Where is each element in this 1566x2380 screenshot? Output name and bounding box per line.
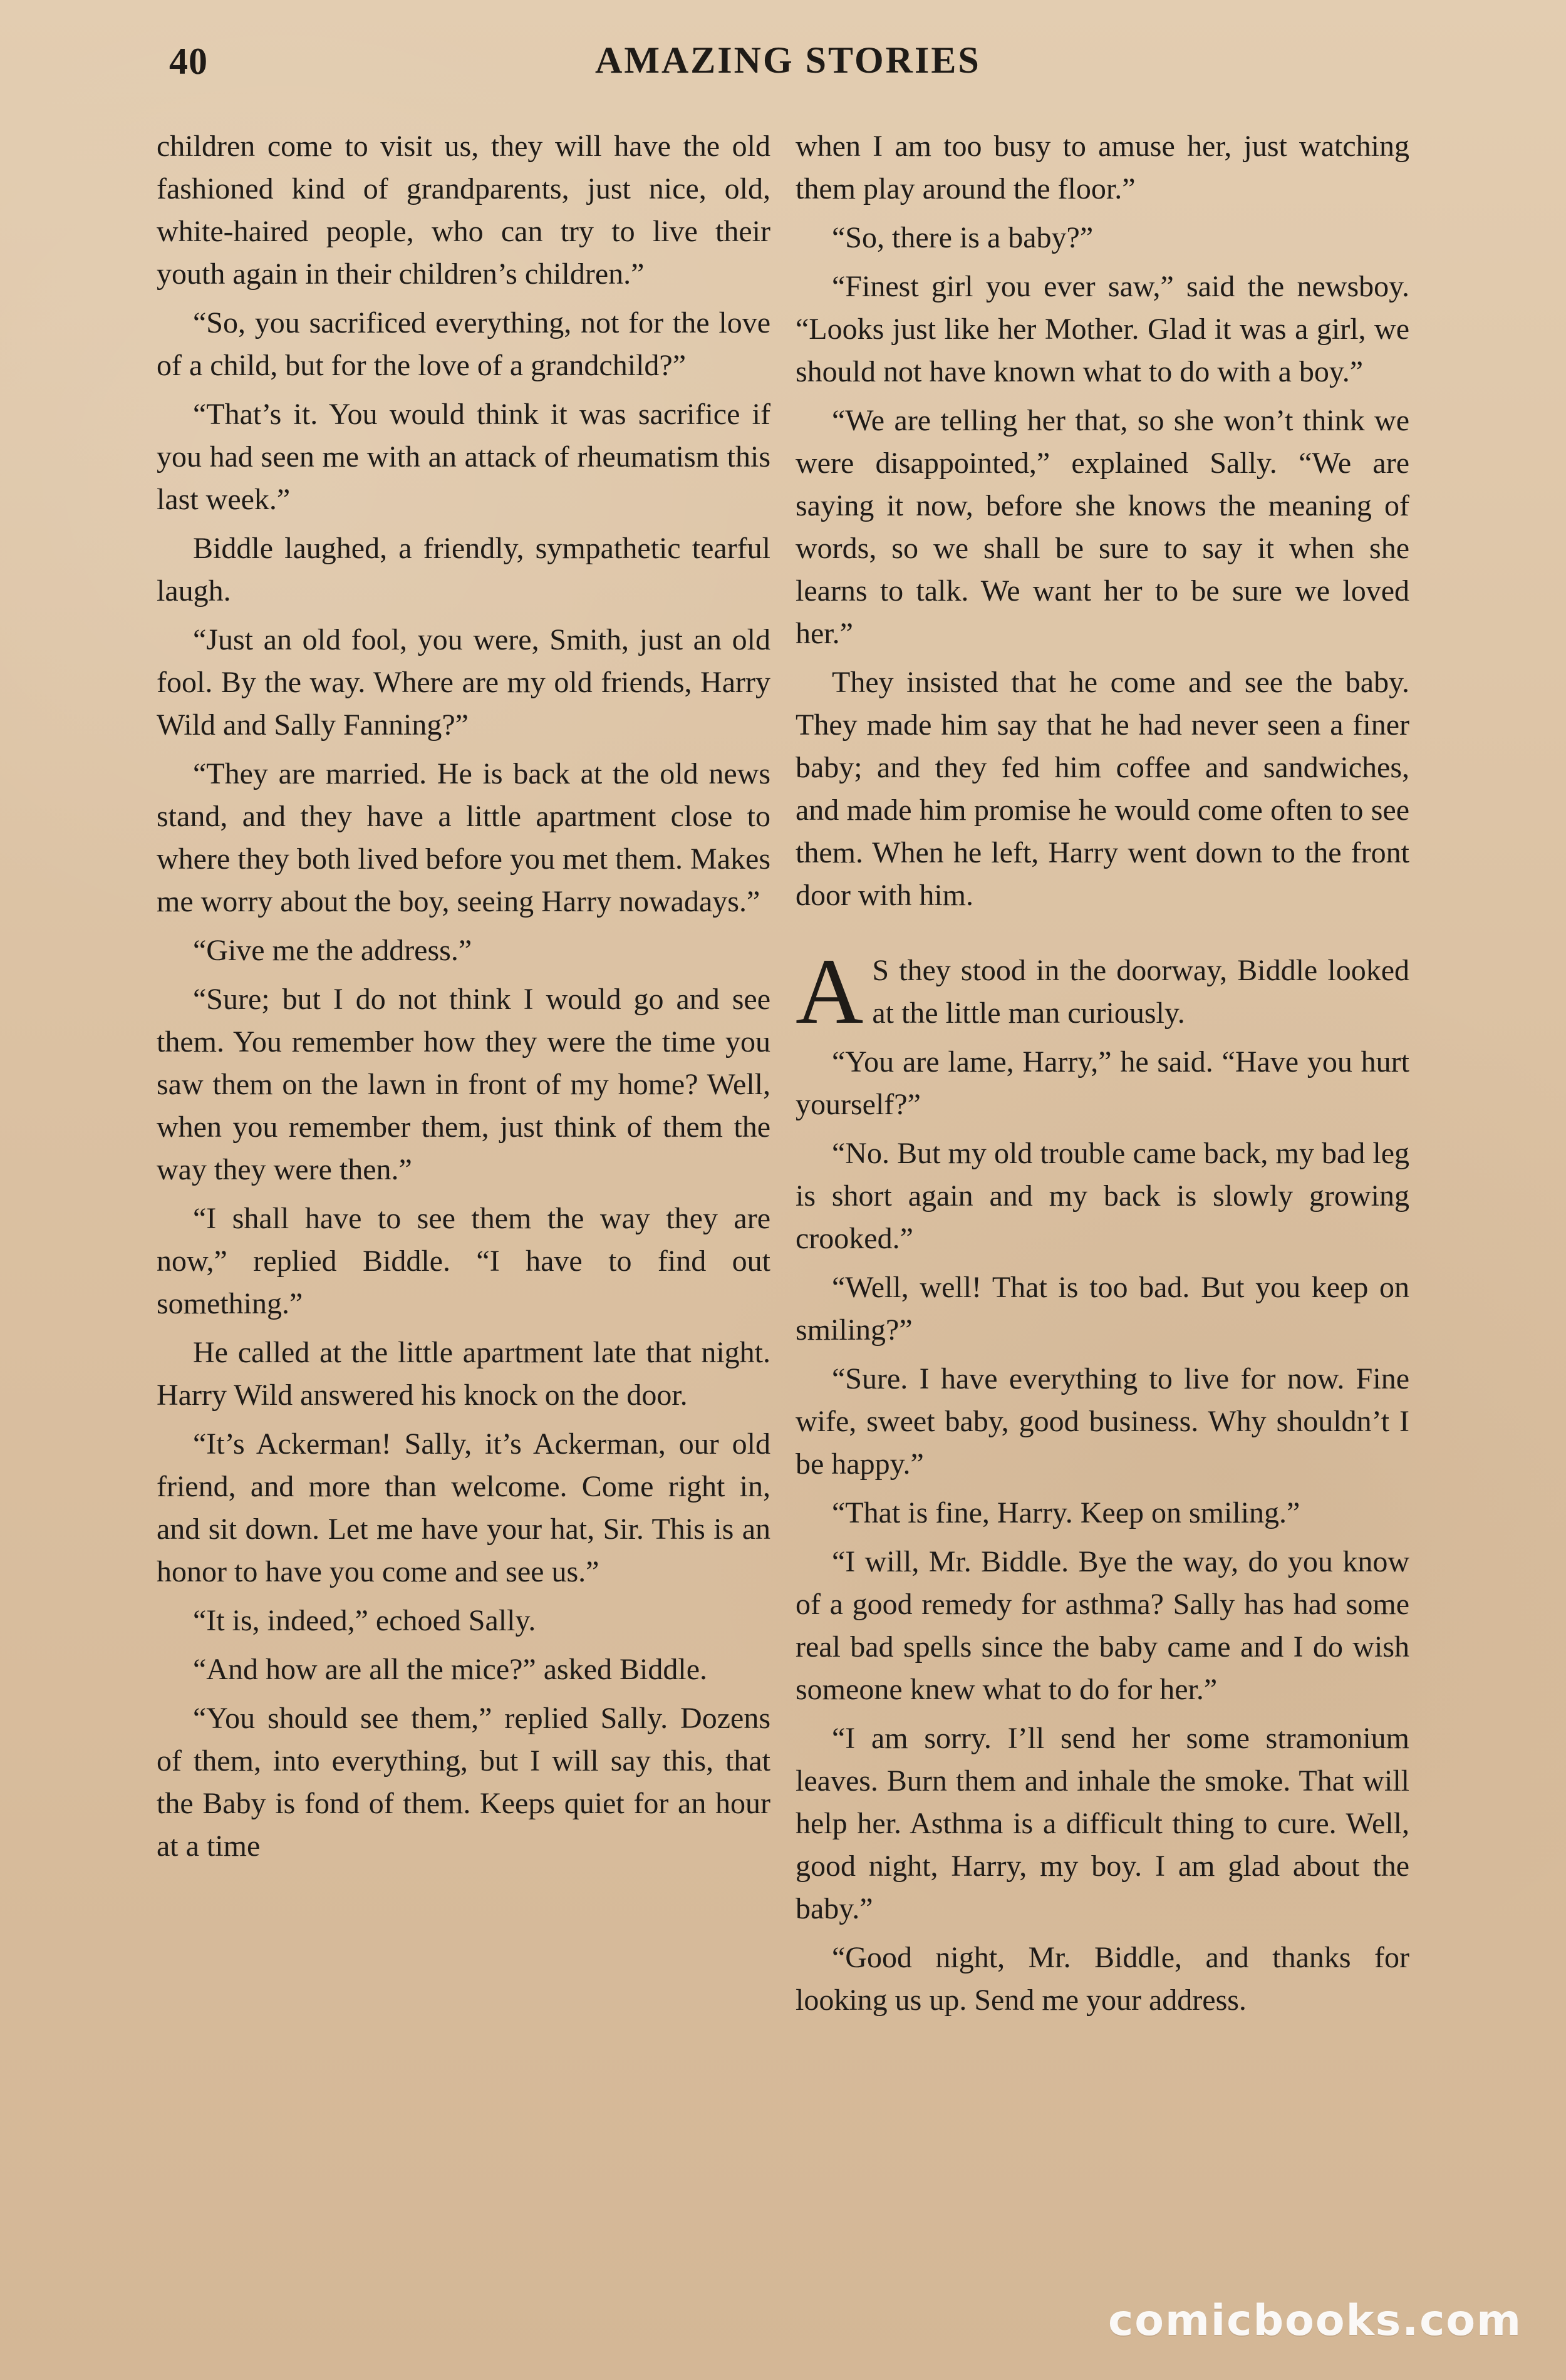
left-paragraph-10: He called at the little apartment late that night. Harry Wild answered his knock on the door. bbox=[157, 1336, 770, 1412]
dropcap-text: S they stood in the doorway, Biddle looked at the little man curiously. bbox=[872, 954, 1409, 1030]
left-paragraph-2: “So, you sacrificed everything, not for the love of a child, but for the love of a grandchild?” bbox=[157, 306, 770, 382]
left-paragraph-8: “Sure; but I do not think I would go and see them. You remember how they were the time you saw them on the lawn in front of my home? Well, when you remember them, just think of them the way they were then.” bbox=[157, 983, 770, 1186]
left-paragraph-11: “It’s Ackerman! Sally, it’s Ackerman, our old friend, and more than welcome. Come right in, and sit down. Let me have your hat, Sir. This is an honor to have you come and see us.” bbox=[157, 1427, 770, 1588]
right-paragraph-5: They insisted that he come and see the baby. They made him say that he had never seen a finer baby; and they fed him coffee and sandwiches, and made him promise he would come often to see them. When he left, Harry went down to the front door with him. bbox=[796, 666, 1409, 912]
right-paragraph-8: “Well, well! That is too bad. But you keep on smiling?” bbox=[796, 1271, 1409, 1347]
page-number: 40 bbox=[169, 41, 208, 82]
right-paragraph-3: “Finest girl you ever saw,” said the newsboy. “Looks just like her Mother. Glad it was a girl, we should not have known what to do with a boy.” bbox=[796, 270, 1409, 388]
right-column bbox=[796, 125, 1409, 2028]
page-header bbox=[157, 33, 1403, 89]
watermark: comicbooks.com bbox=[1107, 2296, 1522, 2346]
left-paragraph-4: Biddle laughed, a friendly, sympathetic tearful laugh. bbox=[157, 532, 770, 608]
left-paragraph-12: “It is, indeed,” echoed Sally. bbox=[193, 1604, 536, 1637]
right-paragraph-1: when I am too busy to amuse her, just watching them play around the floor.” bbox=[796, 130, 1409, 205]
right-paragraph-12: “I am sorry. I’ll send her some stramonium leaves. Burn them and inhale the smoke. That will help her. Asthma is a difficult thing to cure. Well, good night, Harry, my boy. I am glad about the baby.” bbox=[796, 1722, 1409, 1925]
left-paragraph-6: “They are married. He is back at the old news stand, and they have a little apartment close to where they both lived before you met them. Makes me worry about the boy, seeing Harry nowadays.” bbox=[157, 757, 770, 918]
right-paragraph-11: “I will, Mr. Biddle. Bye the way, do you know of a good remedy for asthma? Sally has had some real bad spells since the baby came and I do wish someone knew what to do for her.” bbox=[796, 1545, 1409, 1706]
left-paragraph-14: “You should see them,” replied Sally. Dozens of them, into everything, but I will say this, that the Baby is fond of them. Keeps quiet for an hour at a time bbox=[157, 1702, 770, 1863]
right-paragraph-13: “Good night, Mr. Biddle, and thanks for looking us up. Send me your address. bbox=[796, 1941, 1409, 2017]
right-paragraph-10: “That is fine, Harry. Keep on smiling.” bbox=[832, 1496, 1300, 1529]
dropcap-paragraph bbox=[796, 939, 1409, 1043]
right-paragraph-7: “No. But my old trouble came back, my bad leg is short again and my back is slowly growing crooked.” bbox=[796, 1137, 1409, 1255]
left-paragraph-9: “I shall have to see them the way they are now,” replied Biddle. “I have to find out something.” bbox=[157, 1202, 770, 1320]
left-paragraph-7: “Give me the address.” bbox=[193, 934, 472, 967]
right-paragraph-2: “So, there is a baby?” bbox=[832, 221, 1094, 254]
right-paragraph-4: “We are telling her that, so she won’t think we were disappointed,” explained Sally. “We are saying it now, before she knows the meaning of words, so we shall be sure to say it when she learns to talk. We want her to be sure we loved her.” bbox=[796, 404, 1409, 650]
right-paragraph-6: “You are lame, Harry,” he said. “Have you hurt yourself?” bbox=[796, 1045, 1409, 1121]
running-head: AMAZING STORIES bbox=[595, 39, 981, 81]
left-paragraph-1: children come to visit us, they will have the old fashioned kind of grandparents, just nice, old, white-haired people, who can try to live their youth again in their children’s children.” bbox=[157, 130, 770, 291]
left-paragraph-3: “That’s it. You would think it was sacrifice if you had seen me with an attack of rheumatism this last week.” bbox=[157, 398, 770, 516]
left-paragraph-13: “And how are all the mice?” asked Biddle. bbox=[193, 1653, 708, 1686]
dropcap-letter: A bbox=[796, 939, 864, 1043]
left-paragraph-5: “Just an old fool, you were, Smith, just an old fool. By the way. Where are my old friends, Harry Wild and Sally Fanning?” bbox=[157, 623, 770, 742]
left-column bbox=[157, 125, 770, 1874]
right-paragraph-9: “Sure. I have everything to live for now. Fine wife, sweet baby, good business. Why shouldn’t I be happy.” bbox=[796, 1362, 1409, 1481]
